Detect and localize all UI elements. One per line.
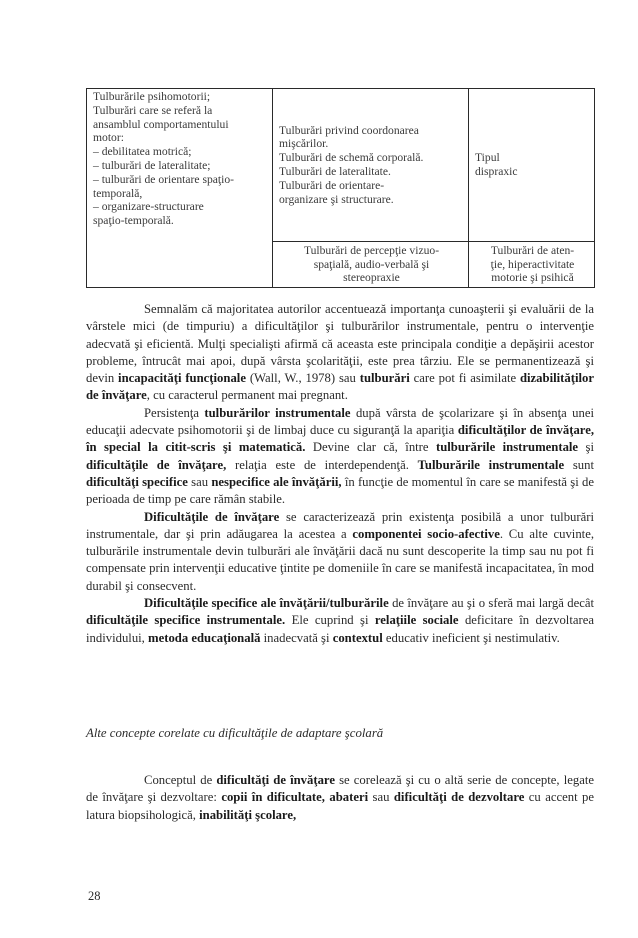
text-run: Ele cuprind şi [285,613,375,628]
cell-line: Tulburări care se referă la [93,103,213,117]
bold-term: dificultăţile specifice instrumentale. [86,613,286,628]
cell-line: spaţială, audio-verbală şi [313,257,430,271]
cell-line: Tulburări de schemă corporală. [279,151,424,165]
text-run: care pot fi asimilate [409,371,520,386]
section-heading: Alte concepte corelate cu dificultăţile de adaptare şcolară [86,726,384,740]
cell-line: Tulburări de aten- [490,243,575,257]
bold-term: Dificultăţile specifice ale învăţării/tulburările [144,596,389,611]
bold-term: copii în dificultate, abateri [221,790,369,805]
table-cell-coordination [273,89,469,242]
text-run: relaţia este de interdependenţă. [226,457,418,472]
table-cell-attention [469,242,595,288]
bold-term: tulburările instrumentale [436,440,579,455]
text-run: deficitare în dezvoltarea individului, [86,613,594,645]
cell-line: motorie şi psihică [491,271,574,285]
text-run: inadecvată şi [260,630,333,645]
bold-term: componentei socio-afective [352,526,500,541]
text-run: de învăţare au şi o sferă mai largă decât [388,596,595,611]
cell-line: Tulburări privind coordonarea [279,123,419,137]
cell-line: – organizare-structurare [93,200,204,214]
text-run: şi [578,440,594,455]
text-run: Persistenţa [144,405,205,420]
table-cell-dyspraxic-type [469,89,595,242]
bold-term: nespecifice ale învăţării, [211,474,342,489]
text-run: educativ ineficient şi nestimulativ. [382,630,560,645]
table-row [87,89,595,242]
cell-line: organizare şi structurare. [279,192,394,206]
text-run: sau [368,790,394,805]
bold-term: dificultăţi de învăţare [216,773,335,787]
text-run: cu accent pe latura biopsihologică, [86,790,594,822]
text-run: sunt [564,457,594,472]
cell-line: – debilitatea motrică; [93,145,192,159]
cell-line: Tulburări de lateralitate. [279,165,391,178]
paragraph [86,509,594,595]
text-run: după vârsta de şcolarizare şi în absenţa unei educaţii adecvate psihomotorii şi de limbaj duce cu siguranţă la apariţia [86,405,594,438]
cell-line: Tulburările psihomotorii; [93,90,211,103]
text-run: (Wall, W., 1978) sau [245,371,360,386]
text-run: Semnalăm că majoritatea autorilor accentuează importanţa cunoaşterii şi evaluării de la vârstele mici (de timpuriu) a dificultăţilor şi tulburărilor instrumentale, pentru o intervenţie adecvată şi eficientă. Mulţi specialişti afirmă că aceasta este principala condiţie a depăşirii acestor probleme, întrucât mai apoi, după vârsta şcolarităţii, este prea târziu. Ele se permanentizează şi devin [86,302,594,386]
cell-line: temporală, [93,186,143,200]
cell-line: – tulburări de lateralitate; [93,158,211,172]
bold-term: dificultăţi specifice [86,474,188,489]
bold-term: inabilităţi şcolare, [199,807,297,822]
text-run: sau [187,474,212,489]
text-run: Conceptul de [144,773,217,787]
page-number: 28 [88,889,101,903]
bold-term: dificultăţile de învăţare, [86,457,227,472]
cell-line: motor: [93,131,124,145]
paragraph [86,301,594,405]
text-run: , cu caracterul permanent mai pregnant. [146,388,348,403]
text-run: în funcţie de momentul în care se manifestă şi de perioada de timp pe care rămân stabile. [86,474,594,507]
cell-line: – tulburări de orientare spaţio- [93,172,235,186]
bold-term: relaţiile sociale [374,613,459,628]
bold-term: tulburărilor instrumentale [204,405,351,420]
text-run: se corelează şi cu o altă serie de concepte, legate de învăţare şi dezvoltare: [86,773,594,805]
cell-line: mişcărilor. [279,137,329,151]
bold-term: Tulburările instrumentale [417,457,565,472]
bold-term: incapacităţi funcţionale [118,371,246,386]
body-text [86,772,594,824]
cell-line: Tipul [475,151,500,165]
bold-term: contextul [332,630,383,645]
cell-line: stereopraxie [343,271,400,285]
paragraph [86,772,594,824]
cell-line: Tulburări de percepţie vizuo- [303,243,440,257]
table-cell-psychomotor [87,89,273,288]
paragraph [86,595,594,647]
bold-term: tulburări [359,371,410,386]
disorders-table [86,88,595,288]
bold-term: dificultăţilor de învăţare, în special la citit-scris şi matematică. [86,423,594,455]
bold-term: dizabilităţilor de învăţare [86,371,594,403]
text-run: . Cu alte cuvinte, tulburările instrumentale devin tulburări ale învăţării dacă nu sunt descoperite la timp sau nu pot fi compensate prin intervenţii educative ţintite pe domeniile în care se manifestă incapacitatea, în mod durabil şi consecvent. [86,526,594,593]
bold-term: Dificultăţile de învăţare [144,509,280,524]
text-run: se caracterizează prin existenţa posibilă a unor tulburări instrumentale, dar şi prin adăugarea la acestea a [86,509,594,541]
table-cell-perception [273,242,469,288]
text-run: Devine clar că, între [305,440,436,455]
cell-line: Tulburări de orientare- [279,178,385,192]
bold-term: metoda educaţională [148,630,261,645]
body-text [86,301,594,647]
cell-line: dispraxic [475,165,518,178]
cell-line: ţie, hiperactivitate [490,257,575,271]
cell-line: spaţio-temporală. [93,214,174,228]
bold-term: dificultăţi de dezvoltare [393,790,525,805]
paragraph [86,405,594,509]
cell-line: ansamblul comportamentului [93,117,229,131]
